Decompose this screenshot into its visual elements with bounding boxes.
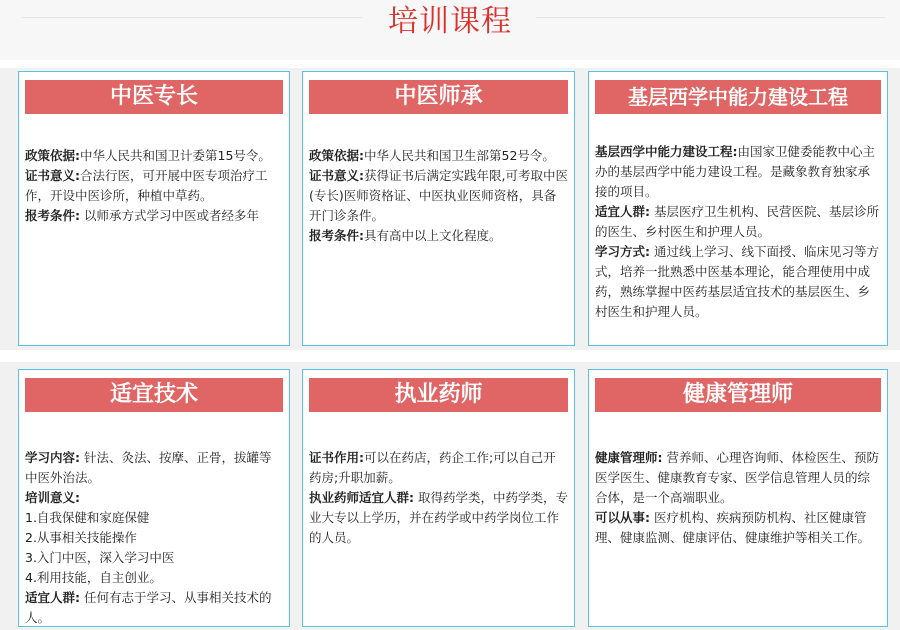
course-card-tcm-mentorship[interactable] bbox=[302, 71, 575, 346]
paragraph-text: 以师承方式学习中医或者经多年 bbox=[80, 208, 259, 223]
card-paragraph bbox=[309, 166, 568, 226]
card-heading: 适宜技术 bbox=[25, 378, 283, 412]
paragraph-text: 3.入门中医，深入学习中医 bbox=[25, 550, 175, 565]
paragraph-text: 2.从事相关技能操作 bbox=[25, 530, 137, 545]
paragraph-text: 4.利用技能，自主创业。 bbox=[25, 570, 162, 585]
card-list-item bbox=[25, 508, 283, 528]
card-paragraph bbox=[309, 226, 568, 246]
paragraph-text: 取得药学类，中药学类，专业大专以上学历，并在药学或中药学岗位工作的人员。 bbox=[309, 490, 568, 545]
card-body bbox=[309, 146, 568, 246]
card-paragraph bbox=[25, 588, 283, 628]
paragraph-label: 执业药师适宜人群: bbox=[309, 490, 414, 505]
paragraph-label: 适宜人群: bbox=[595, 204, 650, 219]
paragraph-text: 中华人民共和国卫生部第52号令。 bbox=[364, 148, 555, 163]
card-paragraph bbox=[25, 146, 283, 166]
paragraph-label: 政策依据: bbox=[309, 148, 364, 163]
card-body bbox=[595, 448, 881, 548]
card-paragraph bbox=[309, 448, 568, 488]
paragraph-text: 由国家卫健委能教中心主办的基层西学中能力建设工程。是藏象教育独家承接的项目。 bbox=[595, 144, 876, 199]
card-paragraph bbox=[25, 448, 283, 488]
card-heading: 中医专长 bbox=[25, 80, 283, 114]
course-card-health-manager[interactable] bbox=[588, 369, 888, 627]
paragraph-label: 健康管理师: bbox=[595, 450, 663, 465]
card-paragraph bbox=[595, 242, 881, 322]
paragraph-text: 获得证书后满定实践年限,可考取中医(专长)医师资格证、中医执业医师资格，具备开门诊条件。 bbox=[309, 168, 568, 223]
card-paragraph bbox=[309, 488, 568, 548]
paragraph-text: 任何有志于学习、从事相关技术的人。 bbox=[25, 590, 272, 625]
paragraph-label: 政策依据: bbox=[25, 148, 80, 163]
paragraph-label: 报考条件: bbox=[309, 228, 364, 243]
paragraph-label: 可以从事: bbox=[595, 510, 650, 525]
card-paragraph bbox=[595, 202, 881, 242]
course-card-western-tcm-program[interactable] bbox=[588, 71, 888, 346]
card-body bbox=[595, 142, 881, 322]
card-body bbox=[25, 448, 283, 628]
paragraph-label: 证书意义: bbox=[25, 168, 80, 183]
paragraph-label: 报考条件: bbox=[25, 208, 80, 223]
paragraph-text: 具有高中以上文化程度。 bbox=[364, 228, 502, 243]
paragraph-text: 1.自我保健和家庭保健 bbox=[25, 510, 150, 525]
course-card-appropriate-techniques[interactable] bbox=[18, 369, 290, 627]
card-heading: 基层西学中能力建设工程 bbox=[595, 80, 881, 114]
card-list-item bbox=[25, 568, 283, 588]
paragraph-text: 中华人民共和国卫计委第15号令。 bbox=[80, 148, 271, 163]
paragraph-text: 合法行医，可开展中医专项治疗工作，开设中医诊所，种植中草药。 bbox=[25, 168, 268, 203]
card-paragraph bbox=[25, 166, 283, 206]
card-list-item bbox=[25, 548, 283, 568]
paragraph-text: 医疗机构、疾病预防机构、社区健康管理、健康监测、健康评估、健康维护等相关工作。 bbox=[595, 510, 871, 545]
card-body bbox=[309, 448, 568, 548]
card-paragraph bbox=[595, 508, 881, 548]
paragraph-text: 针法、灸法、按摩、正骨，拔罐等中医外治法。 bbox=[25, 450, 272, 485]
card-paragraph bbox=[25, 488, 283, 508]
card-heading: 执业药师 bbox=[309, 378, 568, 412]
card-body bbox=[25, 146, 283, 226]
card-paragraph bbox=[595, 448, 881, 508]
card-heading: 健康管理师 bbox=[595, 378, 881, 412]
paragraph-label: 学习内容: bbox=[25, 450, 80, 465]
paragraph-text: 营养师、心理咨询师、体检医生、预防医学医生、健康教育专家、医学信息管理人员的综合体，是一个高端职业。 bbox=[595, 450, 879, 505]
paragraph-label: 学习方式: bbox=[595, 244, 650, 259]
card-heading: 中医师承 bbox=[309, 80, 568, 114]
course-card-tcm-specialty[interactable] bbox=[18, 71, 290, 346]
paragraph-text: 基层医疗卫生机构、民营医院、基层诊所的医生、乡村医生和护理人员。 bbox=[595, 204, 879, 239]
paragraph-text: 通过线上学习、线下面授、临床见习等方式，培养一批熟悉中医基本理论，能合理使用中成药，熟练掌握中医药基层适宜技术的基层医生、乡村医生和护理人员。 bbox=[595, 244, 879, 319]
card-paragraph bbox=[595, 142, 881, 202]
card-paragraph bbox=[25, 206, 283, 226]
paragraph-label: 适宜人群: bbox=[25, 590, 80, 605]
course-card-licensed-pharmacist[interactable] bbox=[302, 369, 575, 627]
paragraph-label: 证书作用: bbox=[309, 450, 364, 465]
card-list-item bbox=[25, 528, 283, 548]
paragraph-text: 可以在药店，药企工作;可以自己开药房;升职加薪。 bbox=[309, 450, 556, 485]
page-title: 培训课程 bbox=[388, 4, 512, 39]
paragraph-label: 基层西学中能力建设工程: bbox=[595, 144, 738, 159]
paragraph-label: 培训意义: bbox=[25, 490, 80, 505]
card-paragraph bbox=[309, 146, 568, 166]
paragraph-label: 证书意义: bbox=[309, 168, 364, 183]
